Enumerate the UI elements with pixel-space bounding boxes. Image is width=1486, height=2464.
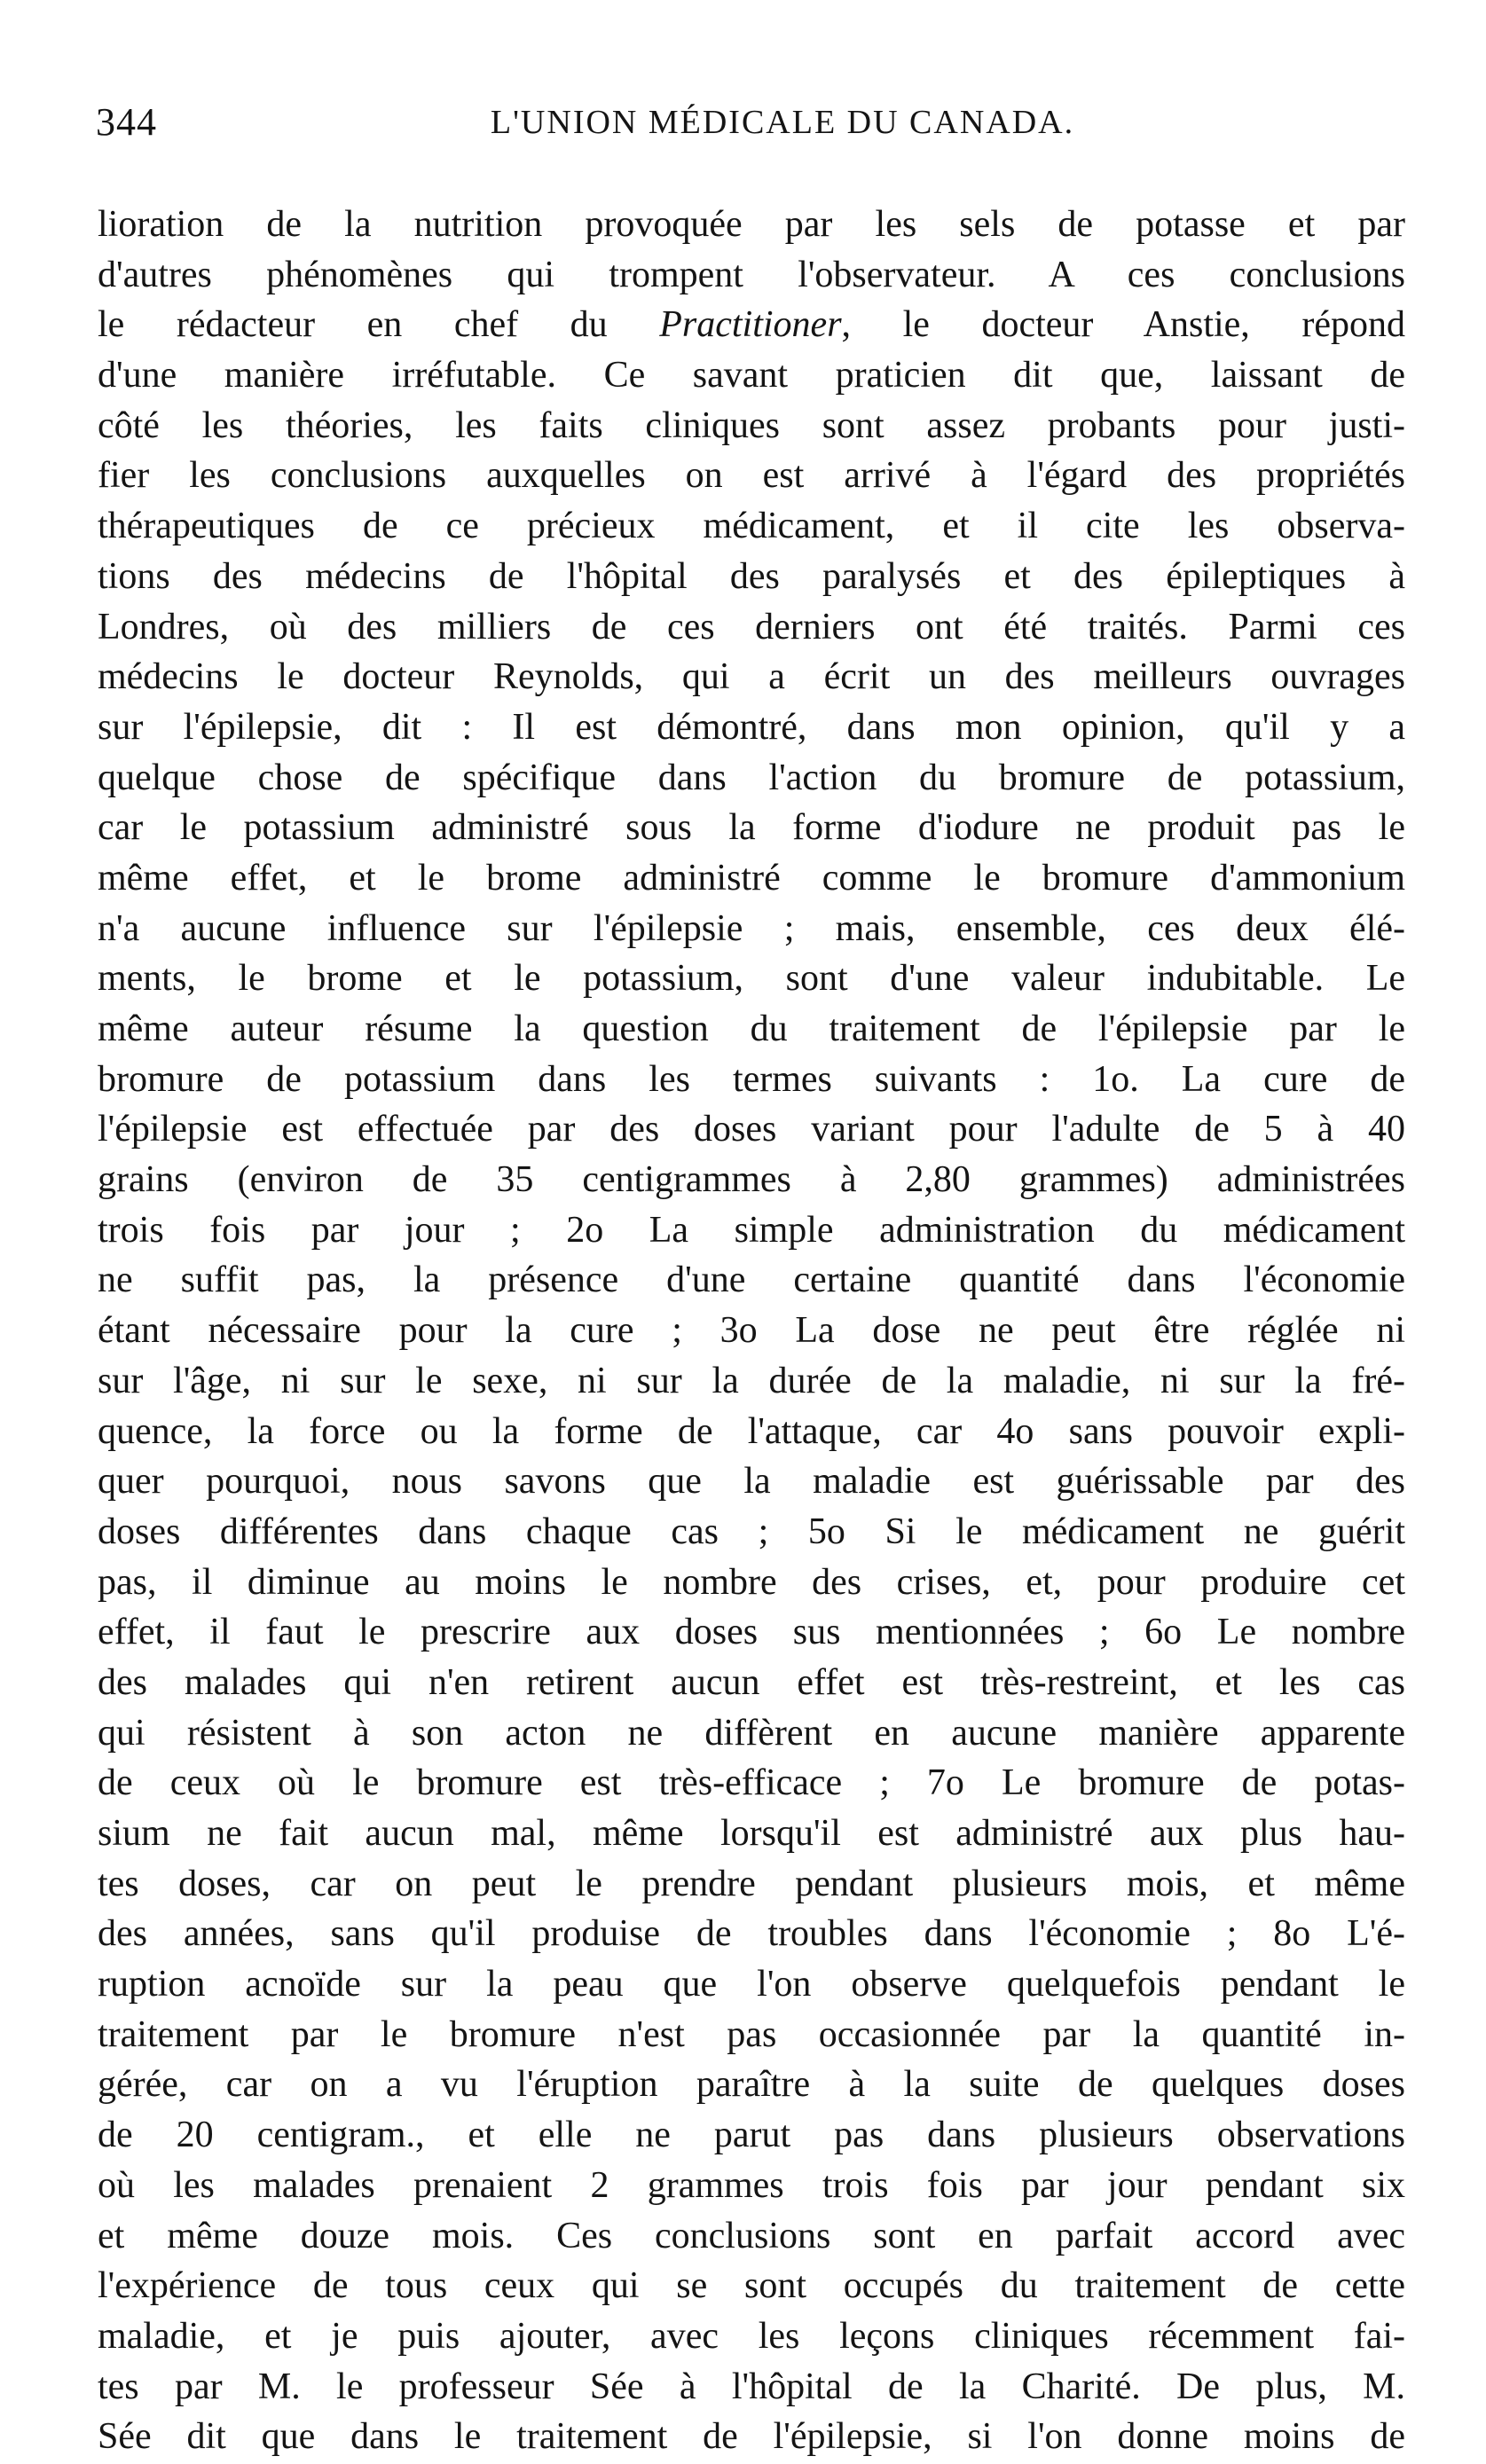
text-line: pas, il diminue au moins le nombre des crises, et, pour produire cet: [98, 1561, 1405, 1603]
text-line: même effet, et le brome administré comme le bromure d'ammonium: [98, 857, 1405, 898]
text-line: tions des médecins de l'hôpital des paralysés et des épileptiques à: [98, 555, 1405, 597]
text-line: car le potassium administré sous la forme d'iodure ne produit pas le: [98, 807, 1405, 849]
text-line: des malades qui n'en retirent aucun effet est très-restreint, et les cas: [98, 1661, 1405, 1703]
text-line: ne suffit pas, la présence d'une certaine quantité dans l'économie: [98, 1259, 1405, 1301]
journal-title: L'UNION MÉDICALE DU CANADA.: [490, 104, 1075, 141]
text-line: étant nécessaire pour la cure ; 3o La dose ne peut être réglée ni: [98, 1310, 1405, 1352]
text-line: d'autres phénomènes qui trompent l'observateur. A ces conclusions: [98, 254, 1405, 295]
text-line: doses différentes dans chaque cas ; 5o Si le médicament ne guérit: [98, 1511, 1405, 1552]
text-line: ruption acnoïde sur la peau que l'on observe quelquefois pendant le: [98, 1964, 1405, 2005]
text-line: quence, la force ou la forme de l'attaque, car 4o sans pouvoir expli-: [98, 1410, 1405, 1452]
text-line: quelque chose de spécifique dans l'action du bromure de potassium,: [98, 757, 1405, 798]
text-line: médecins le docteur Reynolds, qui a écrit un des meilleurs ouvrages: [98, 656, 1405, 698]
text-line: lioration de la nutrition provoquée par les sels de potasse et par: [98, 204, 1405, 245]
text-line: d'une manière irréfutable. Ce savant praticien dit que, laissant de: [98, 355, 1405, 396]
text-line: quer pourquoi, nous savons que la maladie est guérissable par des: [98, 1461, 1405, 1503]
text-line: n'a aucune influence sur l'épilepsie ; mais, ensemble, ces deux élé-: [98, 907, 1405, 949]
text-line: côté les théories, les faits cliniques sont assez probants pour justi-: [98, 404, 1405, 446]
text-line: le rédacteur en chef du Practitioner, le docteur Anstie, répond: [98, 304, 1405, 346]
text-line: sur l'âge, ni sur le sexe, ni sur la durée de la maladie, ni sur la fré-: [98, 1360, 1405, 1401]
text-line: sur l'épilepsie, dit : Il est démontré, dans mon opinion, qu'il y a: [98, 706, 1405, 748]
text-line: où les malades prenaient 2 grammes trois fois par jour pendant six: [98, 2164, 1405, 2206]
text-line: des années, sans qu'il produise de troubles dans l'économie ; 8o L'é-: [98, 1913, 1405, 1955]
text-line: qui résistent à son acton ne diffèrent en aucune manière apparente: [98, 1712, 1405, 1754]
text-line: Londres, où des milliers de ces derniers ont été traités. Parmi ces: [98, 606, 1405, 647]
text-line: traitement par le bromure n'est pas occasionnée par la quantité in-: [98, 2013, 1405, 2055]
text-line: effet, il faut le prescrire aux doses sus mentionnées ; 6o Le nombre: [98, 1612, 1405, 1653]
text-line: et même douze mois. Ces conclusions sont en parfait accord avec: [98, 2215, 1405, 2256]
text-line: gérée, car on a vu l'éruption paraître à la suite de quelques doses: [98, 2064, 1405, 2106]
body-text: [98, 200, 1405, 2462]
italic-journal-name: Practitioner: [659, 304, 842, 346]
text-line: l'expérience de tous ceux qui se sont occupés du traitement de cette: [98, 2265, 1405, 2307]
text-line: de ceux où le bromure est très-efficace ; 7o Le bromure de potas-: [98, 1762, 1405, 1804]
text-line: fier les conclusions auxquelles on est arrivé à l'égard des propriétés: [98, 455, 1405, 497]
text-line: l'épilepsie est effectuée par des doses variant pour l'adulte de 5 à 40: [98, 1109, 1405, 1150]
text-line: Sée dit que dans le traitement de l'épilepsie, si l'on donne moins de: [98, 2416, 1405, 2458]
running-head: [96, 96, 1407, 149]
text-line: de 20 centigram., et elle ne parut pas dans plusieurs observations: [98, 2115, 1405, 2156]
text-line: ments, le brome et le potassium, sont d'une valeur indubitable. Le: [98, 958, 1405, 1000]
text-line: même auteur résume la question du traitement de l'épilepsie par le: [98, 1008, 1405, 1049]
page-number: 344: [96, 100, 157, 144]
text-line: bromure de potassium dans les termes suivants : 1o. La cure de: [98, 1058, 1405, 1100]
text-line: trois fois par jour ; 2o La simple administration du médicament: [98, 1209, 1405, 1251]
text-line: maladie, et je puis ajouter, avec les leçons cliniques récemment fai-: [98, 2315, 1405, 2357]
text-line: grains (environ de 35 centigrammes à 2,80 grammes) administrées: [98, 1159, 1405, 1201]
text-line: tes par M. le professeur Sée à l'hôpital de la Charité. De plus, M.: [98, 2366, 1405, 2407]
text-line: thérapeutiques de ce précieux médicament, et il cite les observa-: [98, 506, 1405, 547]
text-line: tes doses, car on peut le prendre pendant plusieurs mois, et même: [98, 1863, 1405, 1904]
text-line: sium ne fait aucun mal, même lorsqu'il est administré aux plus hau-: [98, 1813, 1405, 1854]
